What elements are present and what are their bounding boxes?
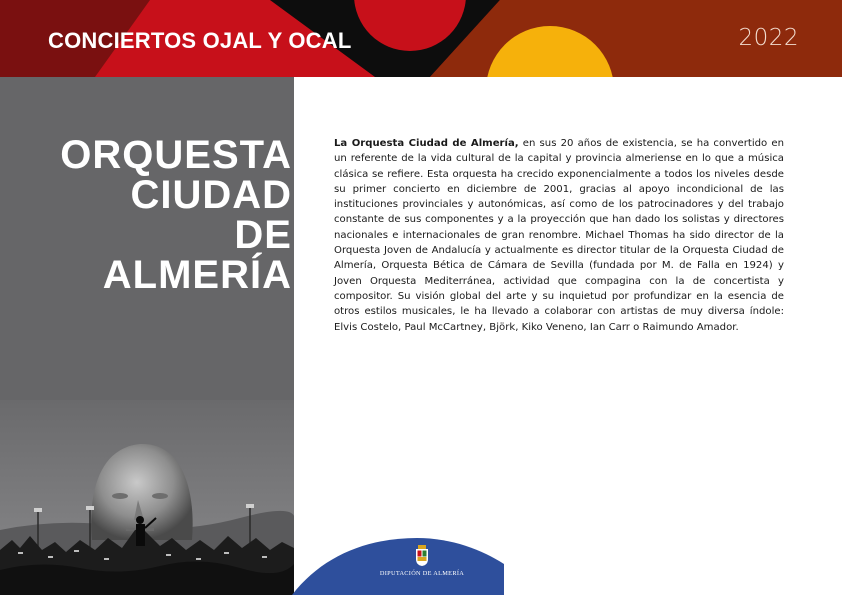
coat-of-arms-icon [415, 545, 429, 567]
diputacion-logo [370, 545, 474, 585]
article-text: en sus 20 años de existencia, se ha convertido en un referente de la vida cultural de la capital y provincia almeriense en lo que a música clásica se refiere. Esta orquesta ha crecido exponencialmente a todos los niveles desde su primer concierto en diciembre de 2001, gracias al apoyo incondicional de las instituciones provinciales y autonómicas, así como de los patrocinadores y del trabajo constante de sus componentes y a la proyección que han dado los solistas y directores nacionales e internacionales de gran renombre. Michael Thomas ha sido director de la Orquesta Joven de Andalucía y actualmente es director titular de la Orquesta Ciudad de Almería, Orquesta Bética de Cámara de Sevilla (fundada por M. de Falla en 1924) y Joven Orquesta Mediterránea, actividad que compagina con la de concertista y compositor. Su visión global del arte y su inquietud por profundizar en la esencia de otros estilos musicales, le ha llevado a colaborar con artistas de muy diversa índole: Elvis Costelo, Paul McCartney, Björk, Kiko Veneno, Ian Carr o Raimundo Amador. [334, 138, 784, 333]
orchestra-photo [0, 400, 294, 595]
logo-label: DIPUTACIÓN DE ALMERÍA [379, 570, 465, 577]
series-title: CONCIERTOS OJAL Y OCAL [48, 28, 352, 53]
title-line: DE [234, 213, 292, 257]
orchestra-title [0, 135, 292, 295]
left-panel [0, 77, 294, 595]
header-band [0, 0, 842, 77]
year-label: 2022 [738, 25, 799, 51]
title-line: ALMERÍA [102, 253, 292, 297]
title-line: ORQUESTA [60, 133, 292, 177]
article-lead: La Orquesta Ciudad de Almería, [334, 138, 519, 149]
title-line: CIUDAD [130, 173, 292, 217]
article-body [334, 136, 784, 335]
